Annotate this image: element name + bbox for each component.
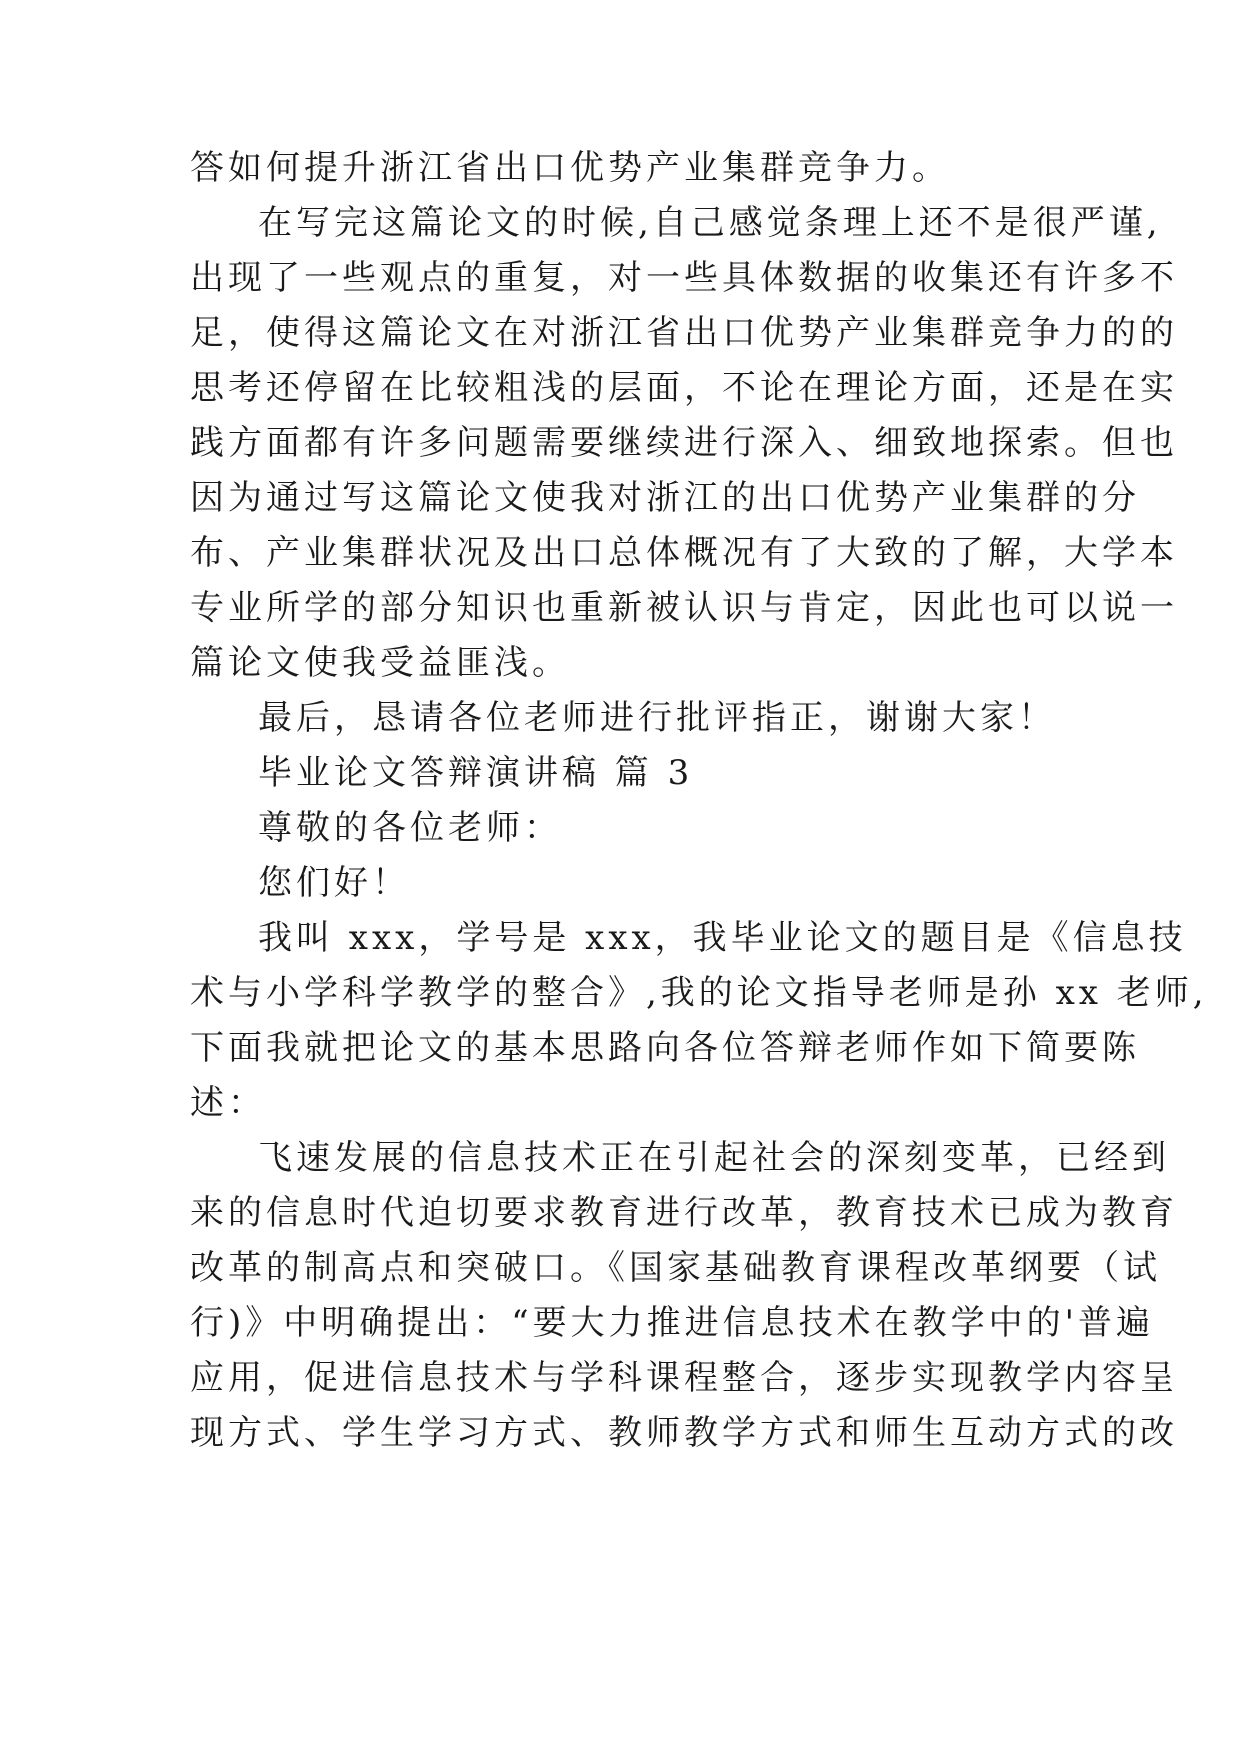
paragraph-line: 最后，恳请各位老师进行批评指正，谢谢大家！ bbox=[258, 698, 1056, 738]
text-line: 述： bbox=[190, 1083, 266, 1123]
text-line: 行)》中明确提出：“要大力推进信息技术在教学中的'普遍 bbox=[190, 1303, 1154, 1343]
text-line: 答如何提升浙江省出口优势产业集群竞争力。 bbox=[190, 148, 950, 188]
text-line: 现方式、学生学习方式、教师教学方式和师生互动方式的改 bbox=[190, 1413, 1178, 1453]
text-line: 足，使得这篇论文在对浙江省出口优势产业集群竞争力的的 bbox=[190, 313, 1178, 353]
text-line: 篇论文使我受益匪浅。 bbox=[190, 643, 570, 683]
text-line: 出现了一些观点的重复，对一些具体数据的收集还有许多不 bbox=[190, 258, 1178, 298]
text-line: 改革的制高点和突破口。《国家基础教育课程改革纲要（试 bbox=[190, 1248, 1161, 1288]
text-line: 来的信息时代迫切要求教育进行改革，教育技术已成为教育 bbox=[190, 1193, 1178, 1233]
paragraph-line: 我叫 xxx，学号是 xxx，我毕业论文的题目是《信息技 bbox=[258, 918, 1187, 958]
salutation: 尊敬的各位老师： bbox=[258, 808, 562, 848]
text-line: 术与小学科学教学的整合》,我的论文指导老师是孙 xx 老师, bbox=[190, 973, 1208, 1013]
text-line: 布、产业集群状况及出口总体概况有了大致的了解，大学本 bbox=[190, 533, 1178, 573]
section-heading: 毕业论文答辩演讲稿 篇 3 bbox=[258, 753, 694, 793]
text-line: 践方面都有许多问题需要继续进行深入、细致地探索。但也 bbox=[190, 423, 1178, 463]
text-line: 应用，促进信息技术与学科课程整合，逐步实现教学内容呈 bbox=[190, 1358, 1178, 1398]
text-line: 因为通过写这篇论文使我对浙江的出口优势产业集群的分 bbox=[190, 478, 1140, 518]
paragraph-line: 在写完这篇论文的时候,自己感觉条理上还不是很严谨, bbox=[258, 203, 1162, 243]
greeting: 您们好！ bbox=[258, 863, 410, 903]
text-line: 思考还停留在比较粗浅的层面，不论在理论方面，还是在实 bbox=[190, 368, 1178, 408]
text-line: 专业所学的部分知识也重新被认识与肯定，因此也可以说一 bbox=[190, 588, 1178, 628]
text-line: 下面我就把论文的基本思路向各位答辩老师作如下简要陈 bbox=[190, 1028, 1140, 1068]
paragraph-line: 飞速发展的信息技术正在引起社会的深刻变革，已经到 bbox=[258, 1138, 1170, 1178]
